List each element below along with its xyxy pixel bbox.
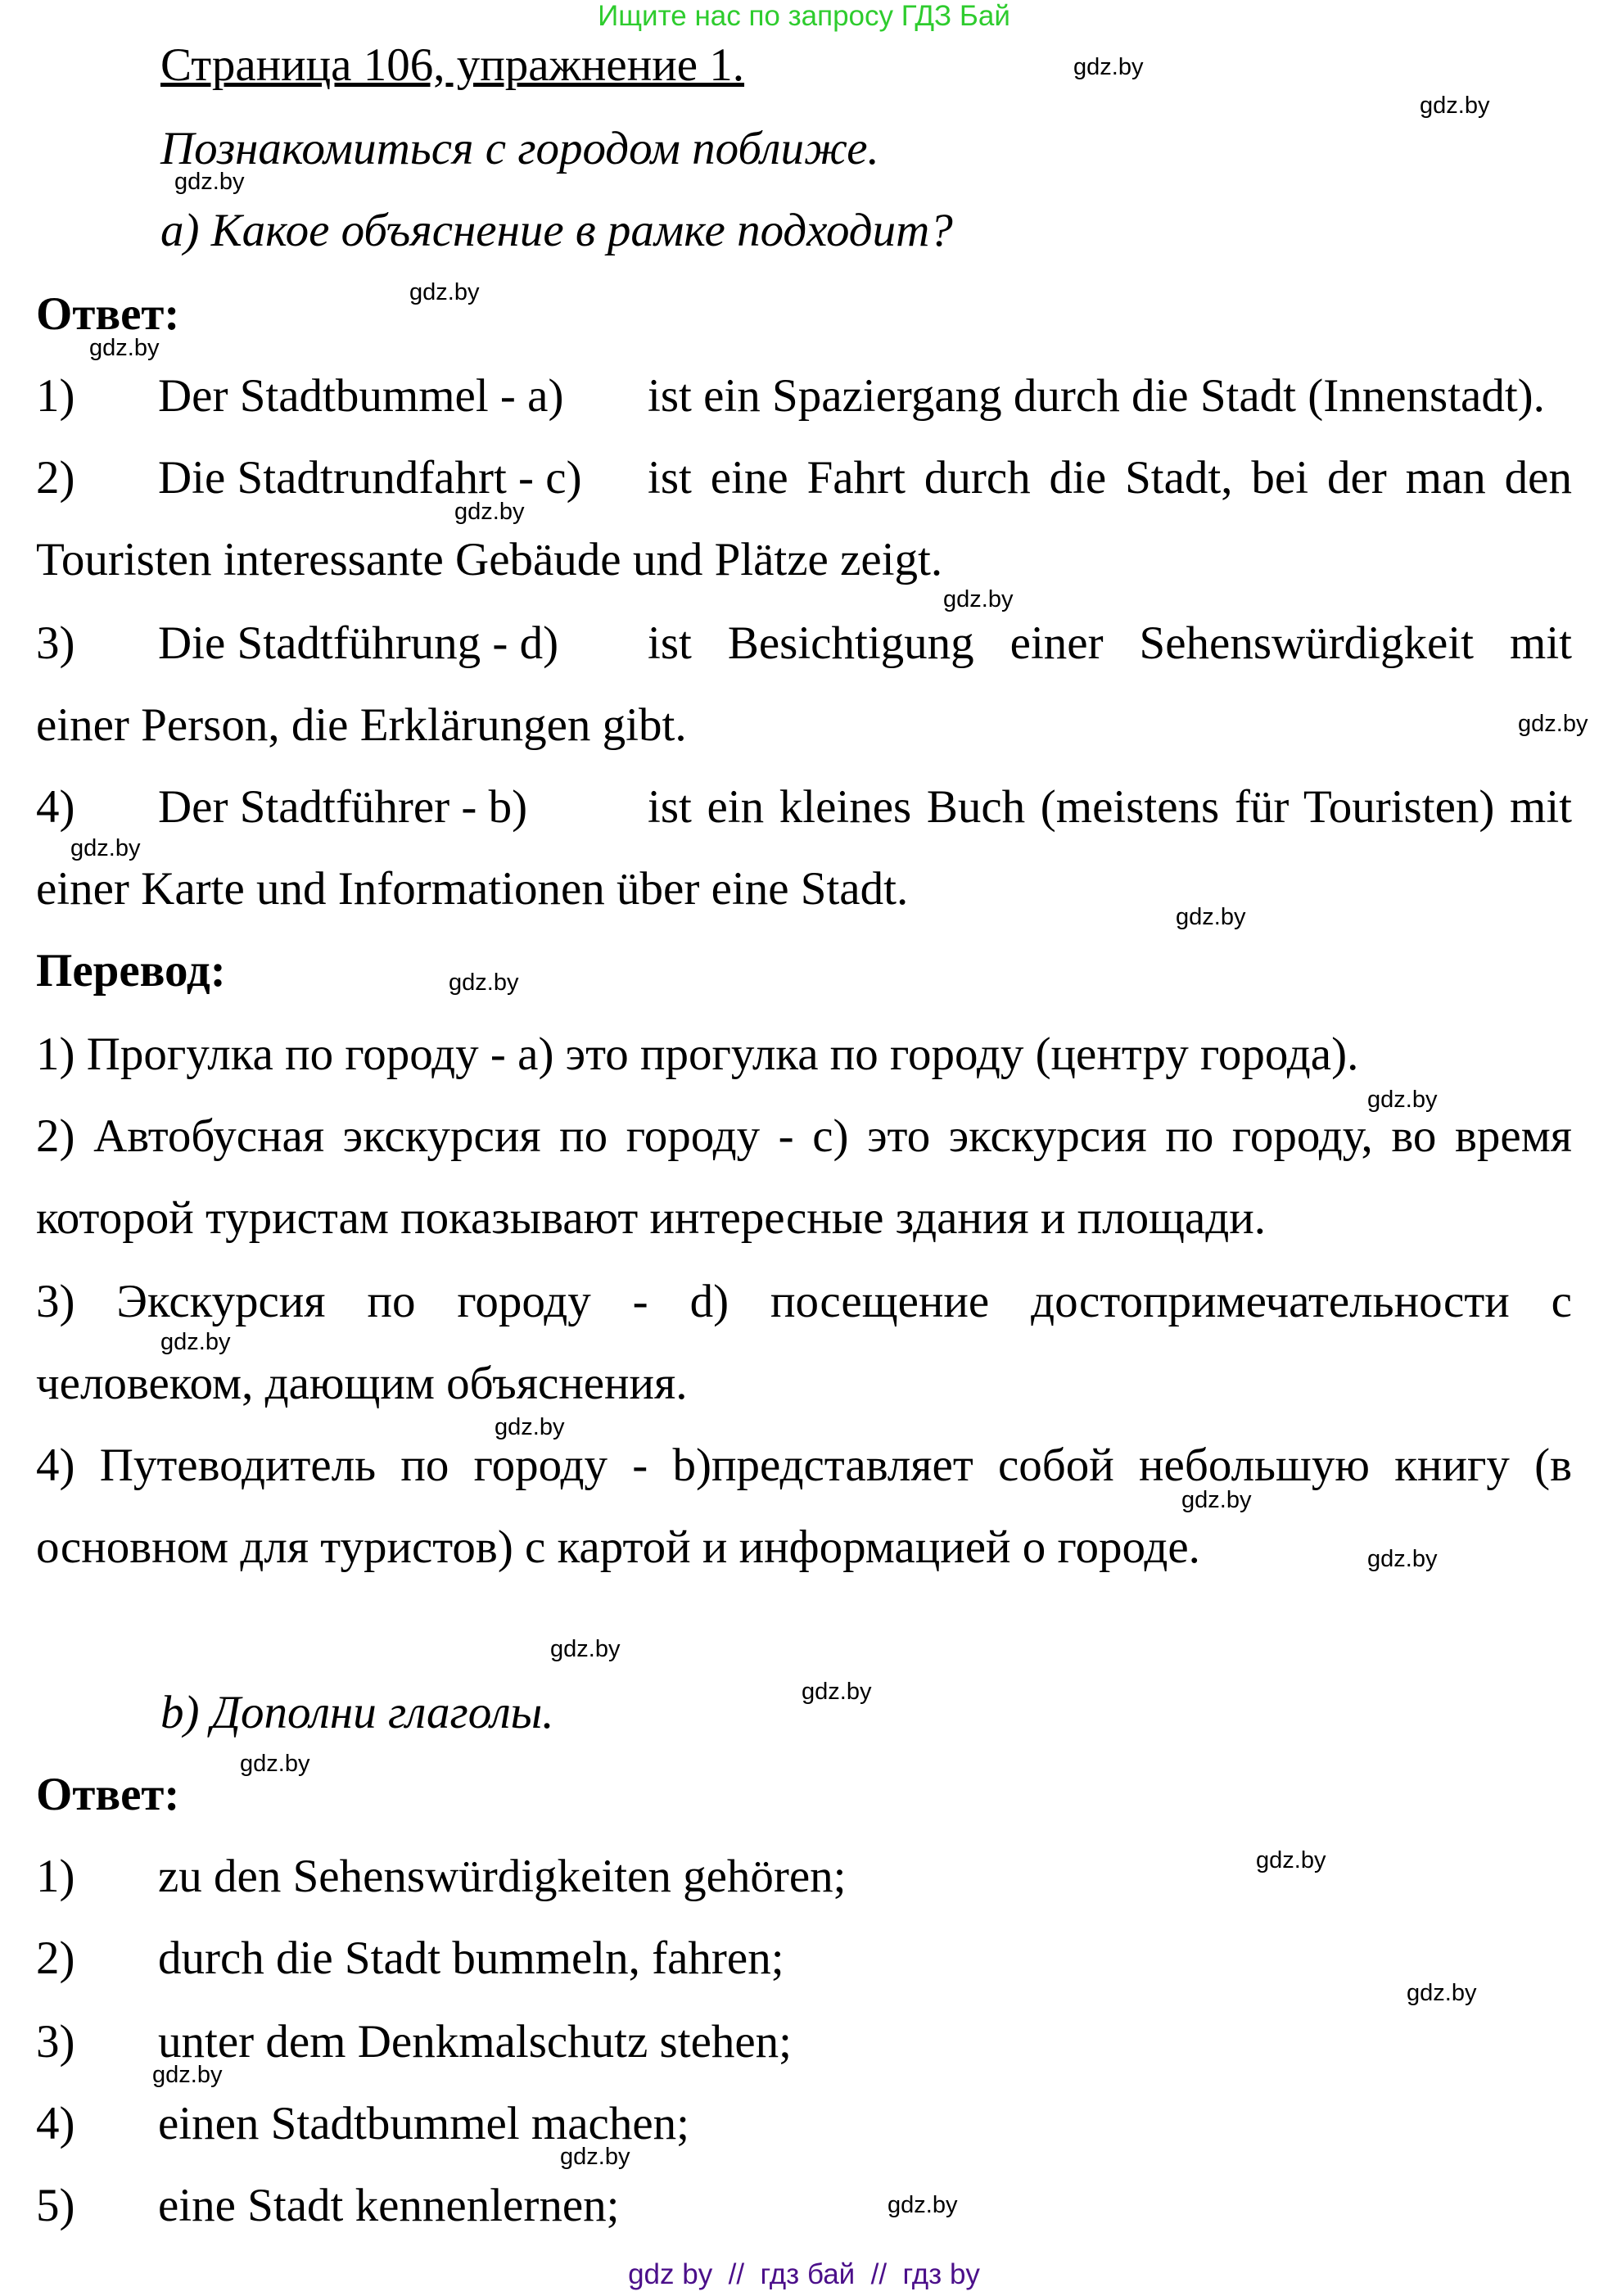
- watermark: gdz.by: [560, 2144, 630, 2170]
- answer-number: 1): [36, 370, 75, 422]
- answer-term: Die Stadtrundfahrt - c): [158, 452, 582, 504]
- watermark: gdz.by: [89, 335, 160, 361]
- translation-line: 3) Экскурсия по городу - d) посещение достопримечательности с: [36, 1276, 1572, 1327]
- answer-term: Der Stadtbummel - a): [158, 370, 564, 422]
- translation-continuation: человеком, дающим объяснения.: [36, 1358, 688, 1409]
- answer-definition: ist eine Fahrt durch die Stadt, bei der man den: [648, 452, 1572, 504]
- watermark: gdz.by: [70, 835, 141, 861]
- answer-definition: ist ein kleines Buch (meistens für Touristen) mit: [648, 781, 1572, 833]
- watermark: gdz.by: [160, 1329, 231, 1355]
- watermark: gdz.by: [550, 1636, 621, 1662]
- answer-number: 2): [36, 452, 75, 504]
- translation-continuation: которой туристам показывают интересные здания и площади.: [36, 1192, 1267, 1244]
- watermark: gdz.by: [409, 279, 480, 305]
- search-banner[interactable]: Ищите нас по запросу ГДЗ Бай: [598, 0, 1010, 32]
- answer-label-b: Ответ:: [36, 1769, 180, 1820]
- answer-b-text: durch die Stadt bummeln, fahren;: [158, 1932, 784, 1984]
- watermark: gdz.by: [1176, 904, 1246, 930]
- answer-b-text: einen Stadtbummel machen;: [158, 2098, 689, 2149]
- answer-b-text: unter dem Denkmalschutz stehen;: [158, 2016, 793, 2068]
- translation-label: Перевод:: [36, 945, 226, 997]
- footer-links[interactable]: gdz by // гдз бай // гдз by: [628, 2258, 980, 2290]
- answer-continuation: einer Karte und Informationen über eine Stadt.: [36, 863, 909, 915]
- watermark: gdz.by: [174, 169, 245, 195]
- answer-b-number: 4): [36, 2098, 75, 2149]
- answer-continuation: Touristen interessante Gebäude und Plätze zeigt.: [36, 534, 943, 585]
- watermark: gdz.by: [1073, 54, 1144, 80]
- translation-line: 4) Путеводитель по городу - b)представляет собой небольшую книгу (в: [36, 1440, 1572, 1491]
- watermark: gdz.by: [1518, 711, 1588, 737]
- watermark: gdz.by: [802, 1679, 872, 1705]
- watermark: gdz.by: [1420, 93, 1490, 119]
- watermark: gdz.by: [1367, 1087, 1438, 1113]
- answer-b-number: 2): [36, 1932, 75, 1984]
- answer-term: Die Stadtführung - d): [158, 617, 559, 669]
- watermark: gdz.by: [495, 1414, 565, 1440]
- answer-number: 4): [36, 781, 75, 833]
- answer-label-a: Ответ:: [36, 288, 180, 340]
- answer-b-text: zu den Sehenswürdigkeiten gehören;: [158, 1851, 847, 1902]
- answer-b-number: 1): [36, 1851, 75, 1902]
- watermark: gdz.by: [888, 2192, 958, 2218]
- watermark: gdz.by: [1367, 1546, 1438, 1572]
- answer-definition: ist ein Spaziergang durch die Stadt (Innenstadt).: [648, 370, 1545, 422]
- answer-definition: ist Besichtigung einer Sehenswürdigkeit mit: [648, 617, 1572, 669]
- watermark: gdz.by: [1256, 1847, 1326, 1873]
- answer-number: 3): [36, 617, 75, 669]
- answer-b-text: eine Stadt kennenlernen;: [158, 2180, 620, 2231]
- watermark: gdz.by: [240, 1751, 310, 1777]
- watermark: gdz.by: [449, 969, 519, 996]
- answer-term: Der Stadtführer - b): [158, 781, 528, 833]
- answer-b-number: 3): [36, 2016, 75, 2068]
- translation-line: 2) Автобусная экскурсия по городу - с) это экскурсия по городу, во время: [36, 1110, 1572, 1162]
- watermark: gdz.by: [1407, 1980, 1477, 2006]
- translation-continuation: основном для туристов) с картой и информацией о городе.: [36, 1521, 1200, 1573]
- answer-b-number: 5): [36, 2180, 75, 2231]
- answer-continuation: einer Person, die Erklärungen gibt.: [36, 699, 687, 751]
- translation-line: 1) Прогулка по городу - а) это прогулка по городу (центру города).: [36, 1028, 1359, 1080]
- page-title: Страница 106, упражнение 1.: [160, 39, 745, 91]
- watermark: gdz.by: [1181, 1487, 1252, 1513]
- watermark: gdz.by: [943, 586, 1014, 612]
- task-b-heading: b) Дополни глаголы.: [160, 1687, 554, 1738]
- watermark: gdz.by: [454, 499, 525, 525]
- exercise-subtitle: Познакомиться с городом поближе.: [160, 123, 879, 174]
- task-a-heading: а) Какое объяснение в рамке подходит?: [160, 205, 953, 256]
- watermark: gdz.by: [152, 2062, 223, 2088]
